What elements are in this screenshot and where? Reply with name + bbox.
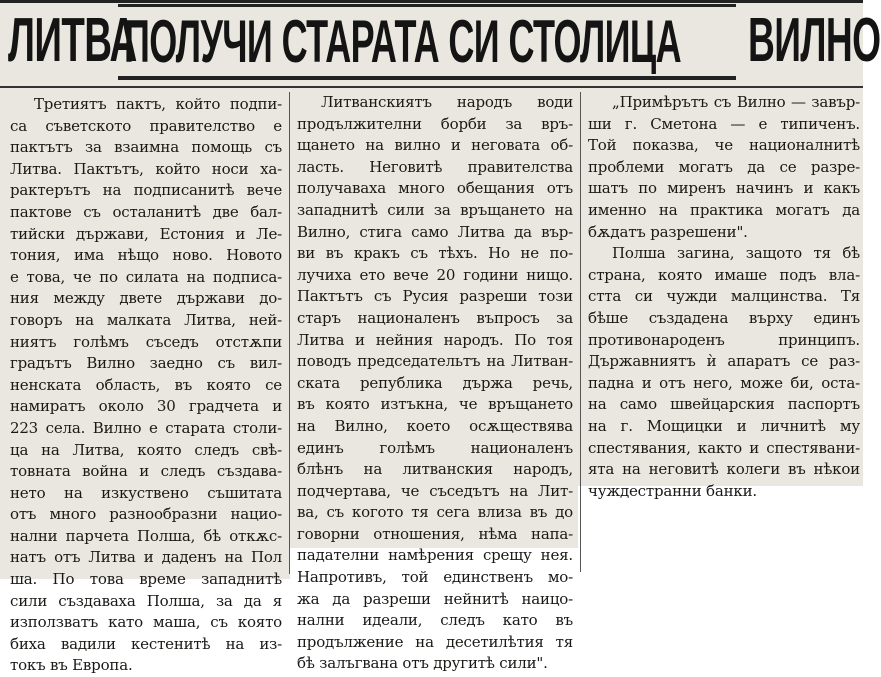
top-rule: [0, 0, 863, 3]
text-line: Литва. Пактътъ, който носи ха-: [10, 159, 282, 178]
text-line: получаваха много обещания отъ: [297, 179, 573, 198]
text-line: тийски държави, Естония и Ле-: [10, 224, 282, 243]
text-line: бѫдатъ разрешени".: [588, 222, 748, 241]
text-line: бѣ залъгвана отъ другитѣ сили".: [297, 654, 548, 673]
text-line: ската република държа речь,: [297, 373, 573, 392]
column-divider-1: [289, 92, 290, 574]
text-line: пактове съ осталанитѣ две бал-: [10, 202, 282, 221]
text-line: 223 села. Вилно е старата столи-: [10, 418, 282, 437]
text-line: проблеми могатъ да се разре-: [588, 157, 860, 176]
text-line: продължение на десетилѣтия тя: [297, 632, 573, 651]
text-line: ласть. Неговитѣ правителства: [297, 157, 573, 176]
text-line: единъ голѣмъ националенъ: [297, 438, 573, 457]
text-line: Държавниятъ ѝ апаратъ се раз-: [588, 352, 860, 371]
text-line: стта си чужди малцинства. Тя: [588, 287, 860, 306]
text-line: падателни намѣрения срещу нея.: [297, 546, 573, 565]
text-line: именно на практика могатъ да: [588, 200, 860, 219]
text-line: Литванскиятъ народъ води: [321, 93, 573, 111]
text-line: противонароденъ принципъ.: [588, 330, 860, 349]
text-line: токъ въ Европа.: [10, 656, 133, 675]
text-line: са съветското правителство е: [10, 116, 282, 135]
text-line: щането на вилно и неговата об-: [297, 136, 573, 155]
text-line: ви въ кракъ съ тѣхъ. Но не по-: [297, 244, 573, 263]
headline-main: ПОЛУЧИ СТАРАТА СИ СТОЛИЦА: [124, 8, 682, 75]
text-line: лучиха ето вече 20 години нищо.: [297, 265, 573, 284]
text-line: нални парчета Полша, бѣ откѫс-: [10, 526, 282, 545]
text-line: нето на изкуствено съшитата: [10, 483, 282, 502]
text-line: Литва и нейния народъ. По тоя: [297, 330, 573, 349]
text-line: старъ националенъ въпросъ за: [297, 308, 573, 327]
text-line: говоръ на малката Литва, ней-: [10, 310, 282, 329]
article-column-1: [10, 94, 282, 677]
text-line: на Вилно, което осѫществява: [297, 416, 573, 435]
text-line: е това, че по силата на подписа-: [10, 267, 282, 286]
text-line: ца на Литва, която следъ свѣ-: [10, 440, 282, 459]
text-line: падна и отъ него, може би, оста-: [588, 373, 860, 392]
headline-word-right: ВИЛНО: [748, 6, 881, 75]
text-line: спестявания, както и спестявани-: [588, 438, 860, 457]
text-line: ниятъ голѣмъ съседъ отстѫпи: [10, 332, 282, 351]
text-line: намиратъ около 30 градчета и: [10, 397, 282, 416]
text-line: подчертава, че съседътъ на Лит-: [297, 481, 573, 500]
text-line: жа да разреши нейнитѣ наицо-: [297, 589, 573, 608]
text-line: бѣше създадена върху единъ: [588, 308, 860, 327]
text-line: нални идеали, следъ като въ: [297, 611, 573, 630]
headline-underrule: [0, 86, 863, 88]
text-line: градътъ Вилно заедно съ вил-: [10, 354, 282, 373]
text-line: шатъ по миренъ начинъ и какъ: [588, 179, 860, 198]
text-line: продължителни борби за връ-: [297, 114, 573, 133]
text-line: товната война и следъ създава-: [10, 462, 282, 481]
text-line: рактерътъ на подписанитѣ вече: [10, 181, 282, 200]
text-line: въ която изтъкна, че връщането: [297, 395, 573, 414]
text-line: ши г. Сметона — е типиченъ.: [588, 114, 860, 133]
text-line: пактътъ за взаимна помощь съ: [10, 138, 282, 157]
text-line: ша. По това време западнитѣ: [10, 570, 282, 589]
column-divider-2: [580, 92, 581, 572]
text-line: ята на неговитѣ колеги въ нѣкои: [588, 460, 860, 479]
text-line: поводъ председательтъ на Литван-: [297, 352, 573, 371]
text-line: натъ отъ Литва и даденъ на Пол: [10, 548, 282, 567]
text-line: сили създаваха Полша, за да я: [10, 591, 282, 610]
headline-word-left: ЛИТВА: [8, 6, 137, 75]
article-column-3: [588, 92, 860, 502]
text-line: на г. Мощицки и личнитѣ му: [588, 416, 860, 435]
text-line: Напротивъ, той единственъ мо-: [297, 568, 573, 587]
text-line: ния между двете държави до-: [10, 289, 282, 308]
text-line: Той показва, че националнитѣ: [588, 136, 860, 155]
text-line: използватъ като маша, съ която: [10, 613, 282, 632]
text-line: ненската область, въ която се: [10, 375, 282, 394]
text-line: ва, съ когото тя сега влиза въ до: [297, 503, 573, 522]
text-line: отъ много разнообразни нацио-: [10, 505, 282, 524]
text-line: биха вадили кестенитѣ на из-: [10, 634, 282, 653]
text-line: чуждестранни банки.: [588, 481, 757, 500]
text-line: тония, има нѣщо ново. Новото: [10, 246, 282, 265]
text-line: Полша загина, защото тя бѣ: [612, 244, 860, 263]
text-line: западнитѣ сили за връщането на: [297, 200, 573, 219]
text-line: блѣнъ на литванския народъ,: [297, 460, 573, 479]
text-line: Пактътъ съ Русия разреши този: [297, 287, 573, 306]
article-column-2: [297, 92, 573, 675]
text-line: страна, която имаше подъ вла-: [588, 265, 860, 284]
text-line: говорни отношения, нѣма напа-: [297, 524, 573, 543]
text-line: „Примѣрътъ съ Вилно — завър-: [612, 93, 860, 111]
text-line: Третиятъ пактъ, който подпи-: [34, 95, 282, 113]
text-line: Вилно, стига само Литва да вър-: [297, 222, 573, 241]
text-line: на само швейцарския паспортъ: [588, 395, 860, 414]
